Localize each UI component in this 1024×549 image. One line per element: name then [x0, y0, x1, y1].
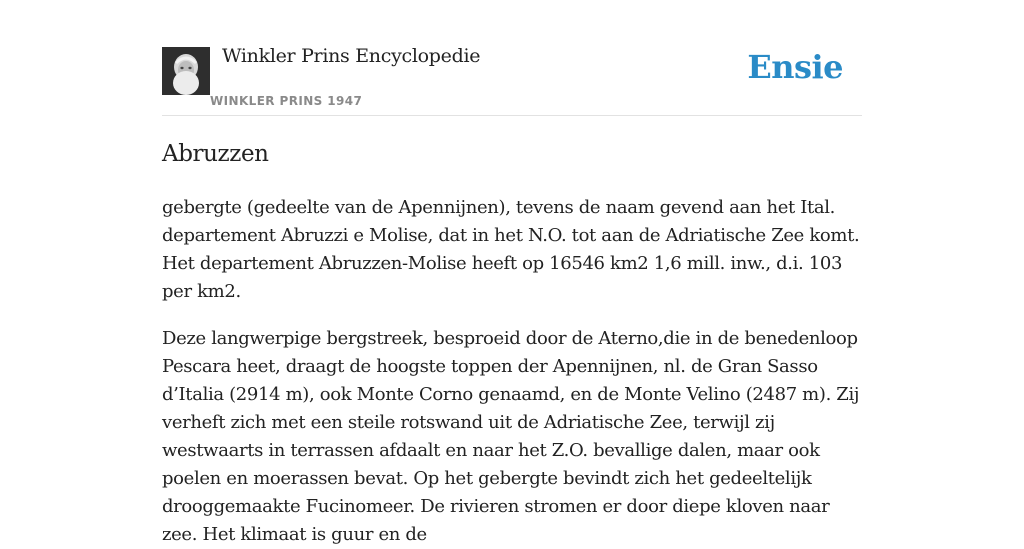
article-title: Abruzzen — [162, 141, 269, 167]
source-avatar[interactable] — [162, 47, 210, 95]
source-title[interactable]: Winkler Prins Encyclopedie — [222, 45, 481, 67]
ensie-logo-link[interactable]: Ensie — [747, 48, 843, 86]
portrait-avatar-icon — [162, 47, 210, 95]
source-subtitle: WINKLER PRINS 1947 — [210, 94, 363, 108]
source-header — [162, 0, 862, 116]
article-paragraph: gebergte (gedeelte van de Apennijnen), tevens de naam gevend aan het Ital. departement Abruzzi e Molise, dat in het N.O. tot aan de Adriatische Zee komt. Het departement Abruzzen-Molise heeft op 16546 km2 1,6 mill. inw., d.i. 103 per km2. — [162, 197, 860, 302]
article — [162, 138, 862, 549]
article-paragraph: Deze langwerpige bergstreek, besproeid door de Aterno,die in de benedenloop Pescara heet, draagt de hoogste toppen der Apennijnen, nl. de Gran Sasso d’Italia (2914 m), ook Monte Corno genaamd, en de Monte Velino (2487 m). Zij verheft zich met een steile rotswand uit de Adriatische Zee, terwijl zij westwaarts in terrassen afdaalt en naar het Z.O. bevallige dalen, maar ook poelen en moerassen bevat. Op het gebergte bevindt zich het gedeeltelijk drooggemaakte Fucinomeer. De rivieren stromen er door diepe kloven naar zee. Het klimaat is guur en de — [162, 328, 860, 545]
